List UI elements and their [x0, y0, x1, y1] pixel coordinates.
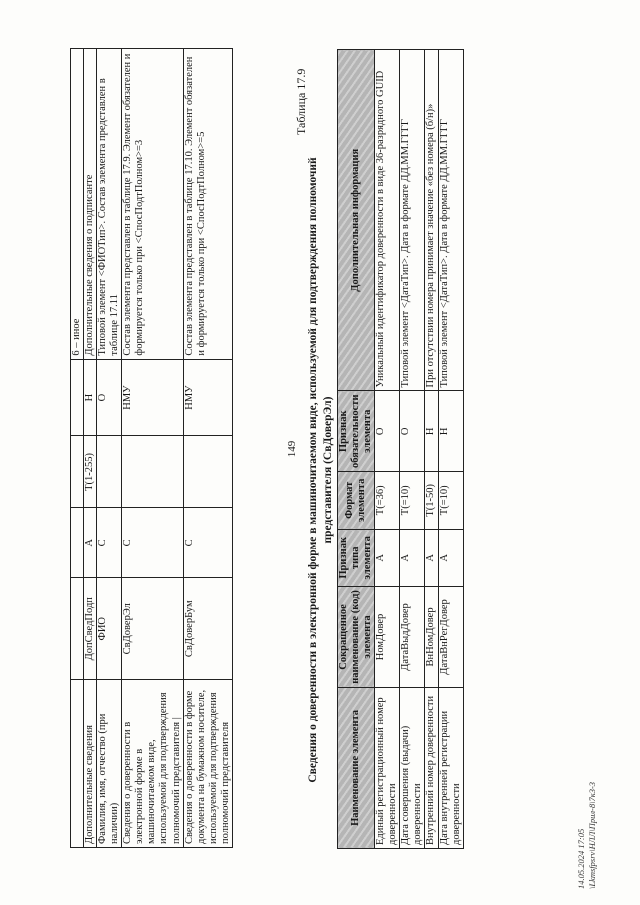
table-row — [400, 50, 425, 849]
table-cell: А — [400, 529, 425, 587]
table-cell: ФИО — [97, 578, 122, 680]
table-cell: А — [375, 529, 400, 587]
stamp-path: \Lkmsfpsrv\НЛЛ\Прил-8\7к3-3 — [586, 781, 597, 889]
table-cell: Дополнительные сведения о подписанте — [84, 49, 97, 360]
stamp-datetime: 14.05.2024 17:05 — [576, 828, 586, 889]
table-cell: НМУ — [122, 359, 183, 436]
column-header: Наименование элемента — [338, 687, 375, 848]
table-cell: Уникальный идентификатор доверенности в виде 36-разрядного GUID — [375, 50, 400, 392]
table-title — [306, 75, 336, 865]
table-cell: С — [97, 508, 122, 578]
table-cell: О — [97, 359, 122, 436]
table-cell: А — [425, 529, 438, 587]
table-cell: Т(=36) — [375, 472, 400, 530]
table-cell: Т(=10) — [400, 472, 425, 530]
table-cell — [71, 508, 84, 578]
table-row — [375, 50, 400, 849]
table-cell: Н — [438, 391, 463, 472]
table-element-list-continued — [70, 48, 233, 848]
table-cell — [71, 436, 84, 508]
table-cell: О — [375, 391, 400, 472]
table-cell: Типовой элемент <ФИОТип>. Состав элемента представлен в таблице 17.11 — [97, 49, 122, 360]
table-cell: А — [438, 529, 463, 587]
table-cell: Единый регистрационный номер доверенности — [375, 687, 400, 848]
table-cell: ДатаВыдДовер — [400, 587, 425, 688]
column-header: Сокращенное наименование (код) элемента — [338, 587, 375, 688]
column-header: Признак типа элемента — [338, 529, 375, 587]
table-cell — [71, 578, 84, 680]
table-cell: О — [400, 391, 425, 472]
table-cell — [71, 359, 84, 436]
table-cell: НомДовер — [375, 587, 400, 688]
table-cell: СвДоверБум — [183, 578, 232, 680]
table-row — [183, 49, 232, 848]
table-cell: При отсутствии номера принимает значение «без номера (б/н)» — [425, 50, 438, 392]
table-cell: Т(=10) — [438, 472, 463, 530]
table-cell — [183, 436, 232, 508]
table-cell: Сведения о доверенности в форме документа на бумажном носителе, используемой для подтверждения полномочий представителя — [183, 680, 232, 848]
table-cell: Дополнительные сведения — [84, 680, 97, 848]
table-cell: Дата совершения (выдачи) доверенности — [400, 687, 425, 848]
table-header-row — [338, 50, 375, 849]
column-header: Признак обязательности элемента — [338, 391, 375, 472]
column-header: Формат элемента — [338, 472, 375, 530]
table-row — [84, 49, 97, 848]
table-caption: Таблица 17.9 — [294, 68, 308, 135]
table-17-9 — [337, 49, 464, 849]
table-cell: Н — [84, 359, 97, 436]
table-cell: 6 – иное — [71, 49, 84, 360]
table-title-line: Сведения о доверенности в электронной форме в машиночитаемом виде, используемой для подтверждения полномочий — [307, 157, 319, 783]
table-cell — [71, 680, 84, 848]
table-cell — [122, 436, 183, 508]
table-cell: Т(1-50) — [425, 472, 438, 530]
table-cell: Внутренний номер доверенности — [425, 687, 438, 848]
table-title-line: представителя (СвДоверЭл) — [321, 396, 334, 544]
print-stamp — [576, 782, 597, 889]
table-cell: ДатаВнРегДовер — [438, 587, 463, 688]
table-cell: С — [122, 508, 183, 578]
table-cell: Состав элемента представлен в таблице 17.9. Элемент обязателен и формируется только при <СпосПодтПолном>=3 — [122, 49, 183, 360]
table-cell: Н — [425, 391, 438, 472]
table-cell: Типовой элемент <ДатаТип>. Дата в формате ДД.ММ.ГГГГ — [438, 50, 463, 392]
table-cell: Сведения о доверенности в электронной форме в машиночитаемом виде, используемой для подтверждения полномочий представителя | — [122, 680, 183, 848]
table-cell: Фамилия, имя, отчество (при наличии) — [97, 680, 122, 848]
table-row — [122, 49, 183, 848]
table-row — [425, 50, 438, 849]
table-cell: Т(1-255) — [84, 436, 97, 508]
table-row — [438, 50, 463, 849]
table-row — [97, 49, 122, 848]
table-cell: Типовой элемент <ДатаТип>. Дата в формате ДД.ММ.ГГГГ — [400, 50, 425, 392]
table-row — [71, 49, 84, 848]
table-cell: СвДоверЭл — [122, 578, 183, 680]
table-cell: ВнНомДовер — [425, 587, 438, 688]
table-cell: А — [84, 508, 97, 578]
page-number: 149 — [286, 440, 298, 458]
table-cell: С — [183, 508, 232, 578]
table-cell: ДопСведПодп — [84, 578, 97, 680]
table-cell: Состав элемента представлен в таблице 17.10. Элемент обязателен и формируется только при <СпосПодтПолном>=5 — [183, 49, 232, 360]
table-cell: Дата внутренней регистрации доверенности — [438, 687, 463, 848]
table-cell — [97, 436, 122, 508]
table-cell: НМУ — [183, 359, 232, 436]
column-header: Дополнительная информация — [338, 50, 375, 392]
